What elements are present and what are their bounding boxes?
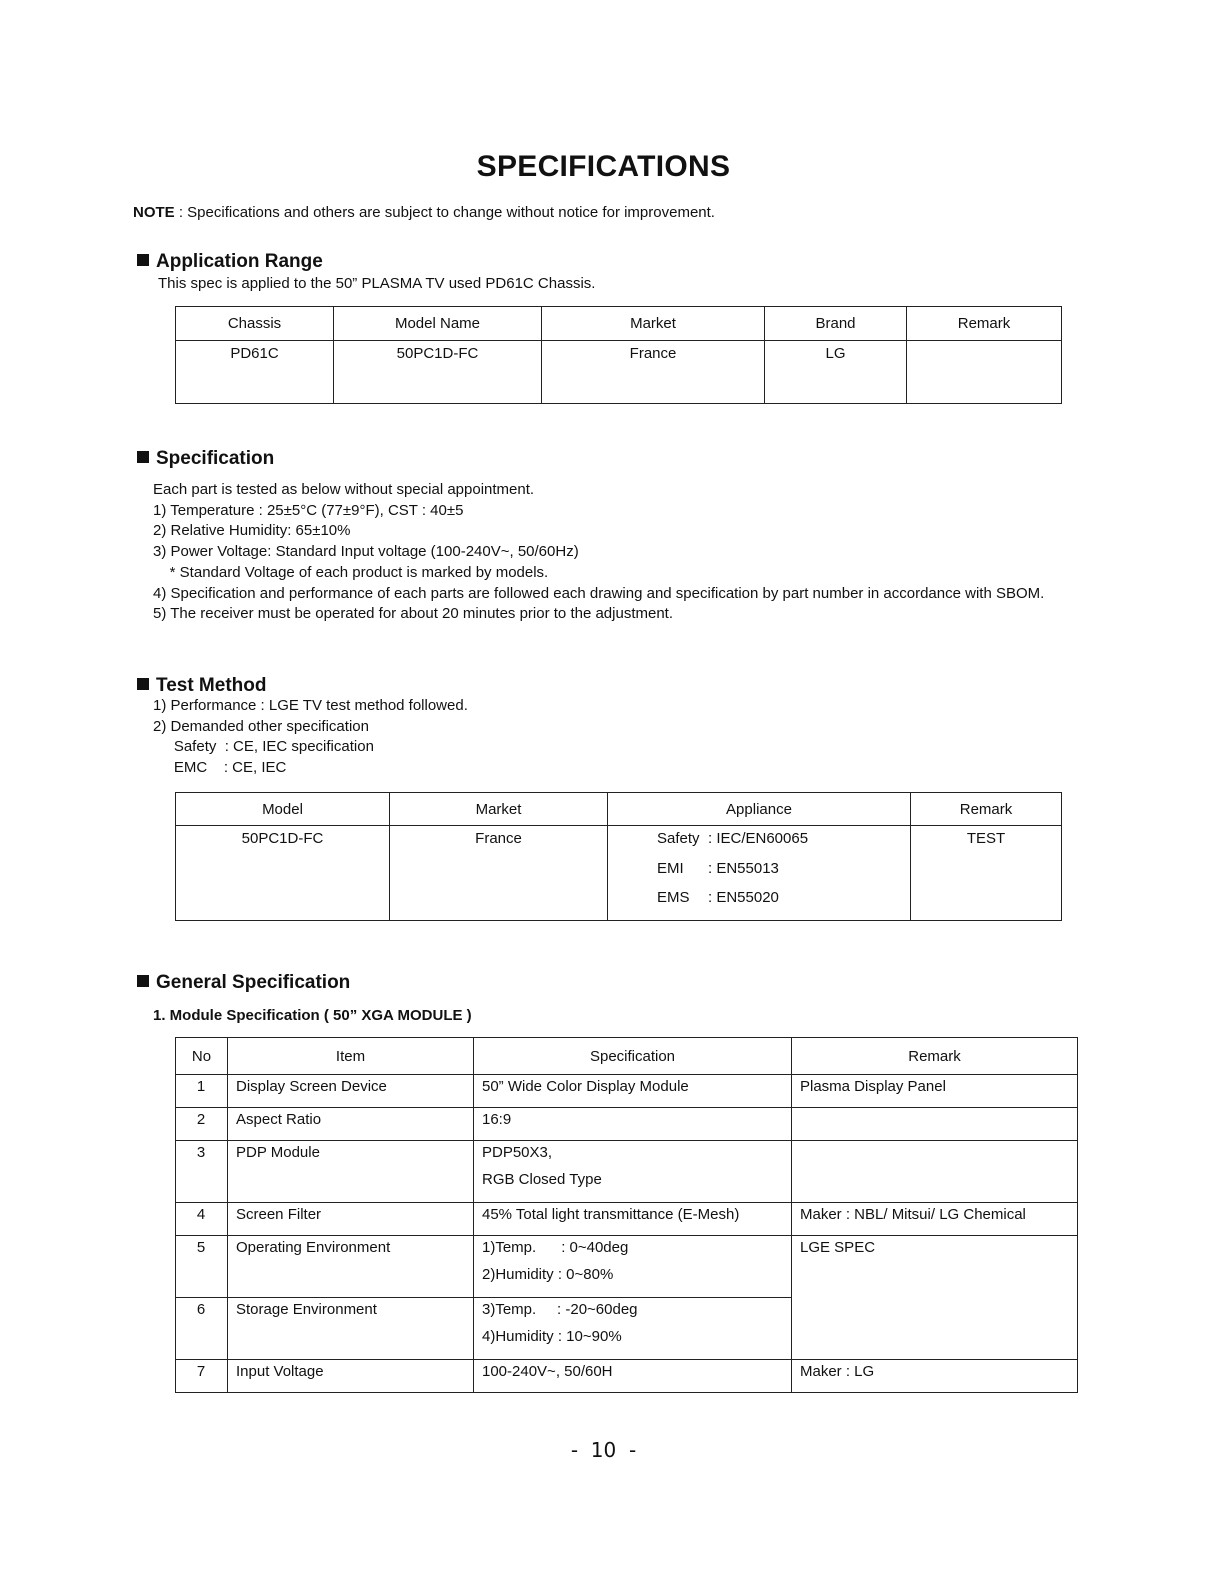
note: [133, 204, 715, 221]
cell-brand: LG: [765, 341, 907, 404]
appliance-emi: EMI : EN55013: [657, 859, 779, 877]
header-remark: Remark: [907, 307, 1062, 341]
list-item: 4) Specification and performance of each parts are followed each drawing and specification by part number in accordance with SBOM.: [153, 584, 1045, 602]
page-title: SPECIFICATIONS: [476, 150, 731, 183]
list-item: 3) Power Voltage: Standard Input voltage (100-240V~, 50/60Hz): [153, 543, 579, 561]
square-bullet-icon: [137, 451, 149, 463]
table-row: [176, 826, 1062, 921]
list-item: 1) Temperature : 25±5°C (77±9°F), CST : 40±5: [153, 501, 464, 519]
header-market: Market: [542, 307, 765, 341]
list-item: Safety : CE, IEC specification: [153, 738, 374, 756]
list-item: 5) The receiver must be operated for about 20 minutes prior to the adjustment.: [153, 605, 674, 623]
cell-market: France: [542, 341, 765, 404]
cell-model: 50PC1D-FC: [176, 826, 390, 921]
table-row: 2 Aspect Ratio 16:9: [176, 1108, 1078, 1141]
module-specification-subheading: 1. Module Specification ( 50” XGA MODULE ): [153, 1007, 472, 1024]
header-model: Model: [176, 793, 390, 826]
appliance-safety: Safety : IEC/EN60065: [657, 830, 809, 847]
list-item: 2) Demanded other specification: [153, 717, 369, 735]
cell-remark: [907, 341, 1062, 404]
application-range-table: [175, 306, 1062, 404]
header-remark: Remark: [792, 1038, 1078, 1075]
cell-model-name: 50PC1D-FC: [334, 341, 542, 404]
table-header-row: [176, 1038, 1078, 1075]
list-item: 2) Relative Humidity: 65±10%: [153, 522, 351, 540]
application-range-heading: Application Range: [137, 251, 323, 273]
header-item: Item: [228, 1038, 474, 1075]
table-row: 7 Input Voltage 100-240V~, 50/60H Maker : LG: [176, 1360, 1078, 1393]
table-row: 1 Display Screen Device 50” Wide Color Display Module Plasma Display Panel: [176, 1075, 1078, 1108]
list-item: EMC : CE, IEC: [153, 759, 287, 777]
list-item: Each part is tested as below without special appointment.: [153, 481, 535, 498]
square-bullet-icon: [137, 254, 149, 266]
table-row: 6 Storage Environment 3)Temp. : -20~60deg 4)Humidity : 10~90%: [176, 1298, 1078, 1360]
test-method-table: [175, 792, 1062, 921]
cell-market: France: [390, 826, 608, 921]
header-appliance: Appliance: [608, 793, 911, 826]
cell-remark: TEST: [911, 826, 1062, 921]
table-row: 4 Screen Filter 45% Total light transmittance (E-Mesh) Maker : NBL/ Mitsui/ LG Chemical: [176, 1203, 1078, 1236]
note-label: NOTE: [133, 204, 175, 221]
test-method-list: [153, 696, 468, 779]
test-method-heading: Test Method: [137, 675, 266, 697]
module-specification-table: [175, 1037, 1078, 1393]
header-model-name: Model Name: [334, 307, 542, 341]
header-market: Market: [390, 793, 608, 826]
table-row: 3 PDP Module PDP50X3, RGB Closed Type: [176, 1141, 1078, 1203]
note-text: : Specifications and others are subject to change without notice for improvement.: [174, 204, 715, 221]
header-remark: Remark: [911, 793, 1062, 826]
square-bullet-icon: [137, 678, 149, 690]
table-header-row: [176, 307, 1062, 341]
cell-chassis: PD61C: [176, 341, 334, 404]
specification-list: [153, 480, 1044, 625]
header-chassis: Chassis: [176, 307, 334, 341]
specification-heading: Specification: [137, 448, 274, 470]
list-item: * Standard Voltage of each product is marked by models.: [153, 563, 549, 581]
table-header-row: [176, 793, 1062, 826]
square-bullet-icon: [137, 975, 149, 987]
appliance-ems: EMS : EN55020: [657, 889, 779, 906]
header-brand: Brand: [765, 307, 907, 341]
general-specification-heading: General Specification: [137, 972, 350, 994]
application-range-intro: This spec is applied to the 50” PLASMA TV used PD61C Chassis.: [158, 275, 596, 292]
header-specification: Specification: [474, 1038, 792, 1075]
header-no: No: [176, 1038, 228, 1075]
table-row: [176, 341, 1062, 404]
page-number: - 10 -: [570, 1438, 637, 1462]
cell-appliance: [608, 826, 911, 921]
table-row: 5 Operating Environment 1)Temp. : 0~40deg 2)Humidity : 0~80% LGE SPEC: [176, 1236, 1078, 1298]
list-item: 1) Performance : LGE TV test method followed.: [153, 697, 468, 714]
